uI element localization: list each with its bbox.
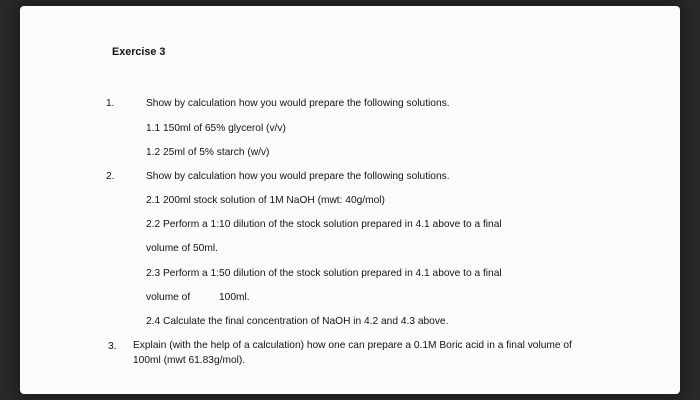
question-3-number: 3.: [108, 341, 117, 352]
question-1-prompt: Show by calculation how you would prepare the following solutions.: [146, 98, 450, 109]
question-3-text: Explain (with the help of a calculation) how one can prepare a 0.1M Boric acid in a final volume of 100ml (mwt 61.83g/mol).: [133, 340, 572, 366]
document-page: [20, 6, 680, 394]
question-2-item-3-line-2b: 100ml.: [219, 292, 250, 303]
question-2-item-2-line-2: volume of 50ml.: [146, 243, 218, 254]
question-2-item-3-line-1: 2.3 Perform a 1:50 dilution of the stock solution prepared in 4.1 above to a final: [146, 268, 502, 279]
question-2-item-3-line-2a: volume of: [146, 292, 191, 303]
question-1-item-2: 1.2 25ml of 5% starch (w/v): [146, 147, 270, 158]
question-2-prompt: Show by calculation how you would prepare the following solutions.: [146, 171, 450, 182]
question-2-number: 2.: [106, 171, 115, 182]
question-2-item-1: 2.1 200ml stock solution of 1M NaOH (mwt: 40g/mol): [146, 195, 385, 206]
exercise-title: Exercise 3: [112, 46, 166, 58]
question-2-item-4: 2.4 Calculate the final concentration of NaOH in 4.2 and 4.3 above.: [146, 316, 449, 327]
question-2-item-2-line-1: 2.2 Perform a 1:10 dilution of the stock solution prepared in 4.1 above to a final: [146, 219, 502, 230]
question-1-number: 1.: [106, 98, 115, 109]
question-1-item-1: 1.1 150ml of 65% glycerol (v/v): [146, 123, 286, 134]
